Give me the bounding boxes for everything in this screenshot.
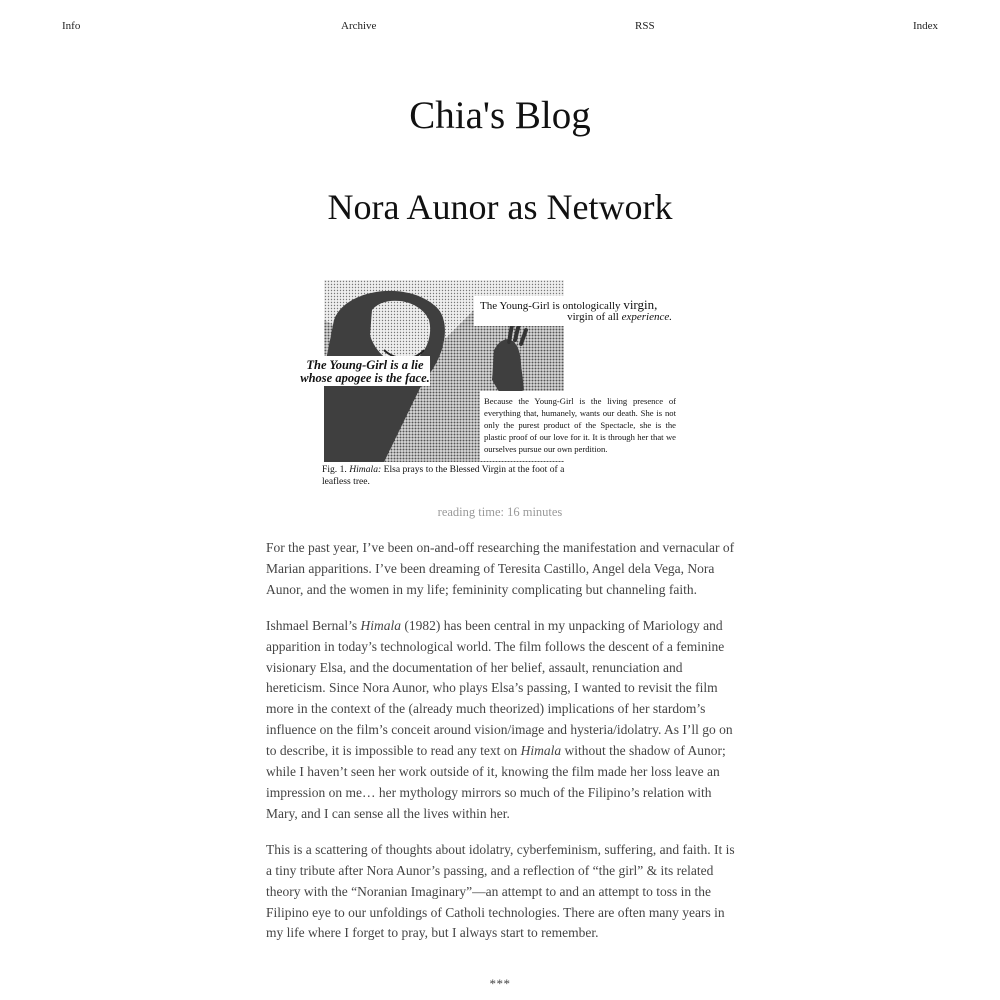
quote-young-girl-virgin: The Young-Girl is ontologically virgin, virgin of all experience. [474,296,680,326]
hero-image [300,280,680,492]
nav-link-rss[interactable]: RSS [635,20,655,32]
quote-because: Because the Young-Girl is the living presence of everything that, humanely, wants our death. She is not only the purest product of the Spectacle, she is the plastic proof of our love for it. It is through her that we ourselves pursue our own perdition. [480,391,680,461]
nav-link-info[interactable]: Info [62,20,81,32]
reading-time: reading time: 16 minutes [437,505,563,519]
nav-link-index[interactable]: Index [912,20,938,32]
site-title[interactable]: Chia's Blog [409,94,591,137]
figure-caption: Fig. 1. Himala: Elsa prays to the Blessed Virgin at the foot of a leafless tree. [322,464,572,492]
paragraph-3: This is a scattering of thoughts about idolatry, cyberfeminism, suffering, and faith. It is a tiny tribute after Nora Aunor’s passing, and a reflection of “the girl” & its related theory with the “Noranian Imaginary”—an attempt to and an attempt to toss in the Filipino eye to our unfoldings of Catholi technologies. There are often many years in my life where I forget to pray, but I always start to remember. [266,841,735,941]
post-title: Nora Aunor as Network [327,187,673,227]
paragraph-1: For the past year, I’ve been on-and-off researching the manifestation and vernacular of Marian apparitions. I’ve been dreaming of Teresita Castillo, Angel dela Vega, Nora Aunor, and the women in my life; femininity complicating but channeling faith. [266,540,735,597]
section-separator: *** [489,976,511,991]
quote-young-girl-lie: The Young-Girl is a lie whose apogee is the face. [300,358,430,385]
top-navigation [0,20,1000,36]
nav-link-archive[interactable]: Archive [341,20,377,32]
article-body [266,538,736,959]
paragraph-2: Ishmael Bernal’s Himala (1982) has been central in my unpacking of Mariology and apparition in today’s technological world. The film follows the descent of a feminine visionary Elsa, and the documentation of her belief, assault, renunciation and hereticism. Since Nora Aunor, who plays Elsa’s passing, I wanted to revisit the film more in the context of the (already much theorized) implications of her stardom’s influence on the film’s conceit around vision/image and hysteria/idolatry. As I’ll go on to describe, it is impossible to read any text on Himala without the shadow of Aunor; while I haven’t seen her work outside of it, knowing the film made her loss leave an impression on me… her mythology mirrors so much of the Filipino’s relation with Mary, and I can sense all the lives within her. [266,617,733,821]
